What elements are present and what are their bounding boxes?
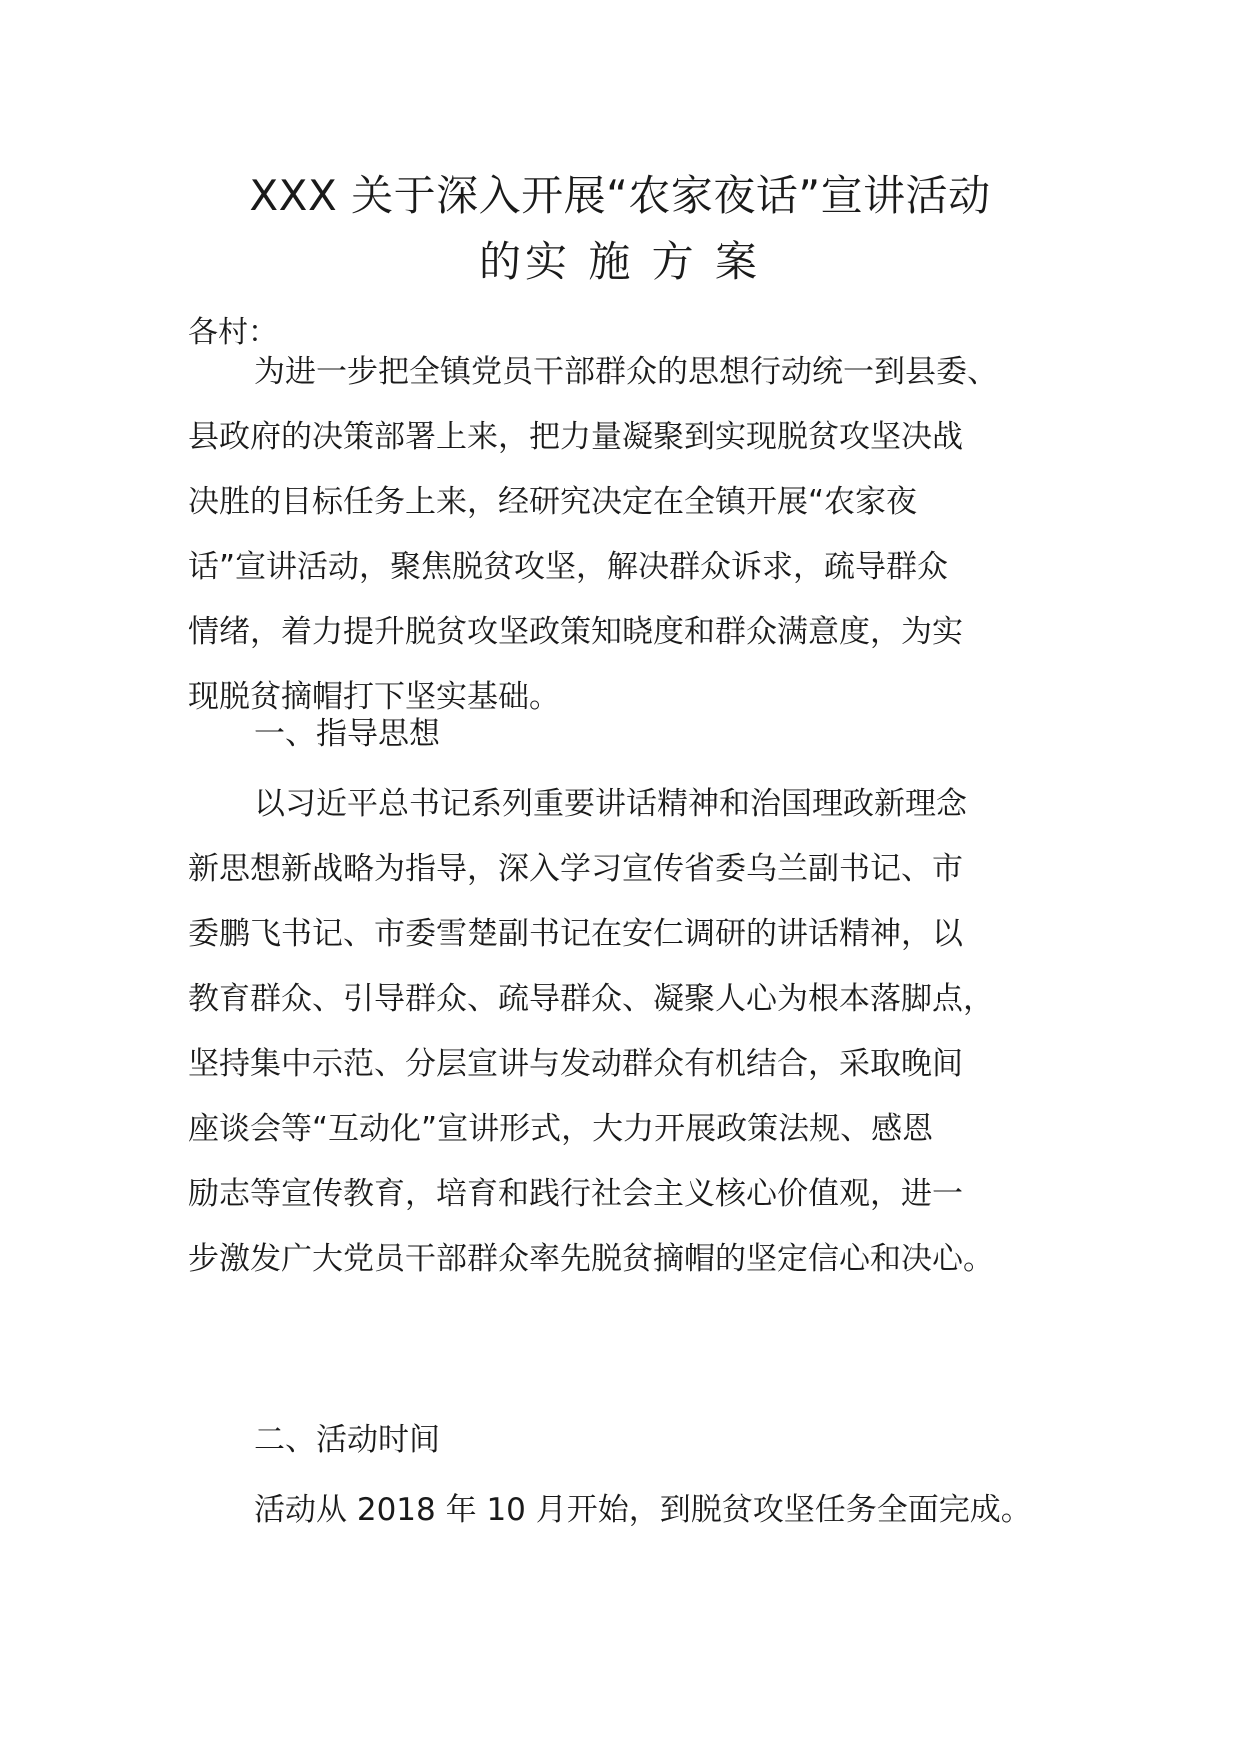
intro-line: 为进一步把全镇党员干部群众的思想行动统一到县委、 <box>254 354 998 390</box>
section-1-line: 委鹏飞书记、市委雪楚副书记在安仁调研的讲话精神，以 <box>188 916 963 952</box>
section-1-heading: 一、指导思想 <box>254 716 440 752</box>
section-1-line: 教育群众、引导群众、疏导群众、凝聚人心为根本落脚点， <box>188 981 994 1017</box>
section-1-paragraph <box>188 772 1088 1292</box>
section-1-line: 坚持集中示范、分层宣讲与发动群众有机结合，采取晚间 <box>188 1046 963 1082</box>
intro-line: 话”宣讲活动，聚焦脱贫攻坚，解决群众诉求，疏导群众 <box>188 549 949 585</box>
document-title-line-2: 的实 施 方 案 <box>478 237 762 286</box>
intro-line: 情绪，着力提升脱贫攻坚政策知晓度和群众满意度，为实 <box>188 614 963 650</box>
section-2-line: 活动从 2018 年 10 月开始，到脱贫攻坚任务全面完成。 <box>254 1492 1032 1528</box>
salutation: 各村： <box>188 315 278 350</box>
section-2-paragraph <box>188 1478 1088 1543</box>
section-1-line: 步激发广大党员干部群众率先脱贫摘帽的坚定信心和决心。 <box>188 1241 994 1277</box>
section-1-line: 励志等宣传教育，培育和践行社会主义核心价值观，进一 <box>188 1176 963 1212</box>
section-1-line: 新思想新战略为指导，深入学习宣传省委乌兰副书记、市 <box>188 851 963 887</box>
intro-line: 县政府的决策部署上来，把力量凝聚到实现脱贫攻坚决战 <box>188 419 963 455</box>
intro-paragraph <box>188 340 1088 730</box>
section-1-line: 以习近平总书记系列重要讲话精神和治国理政新理念 <box>254 786 967 822</box>
section-1-line: 座谈会等“互动化”宣讲形式，大力开展政策法规、感恩 <box>188 1111 934 1147</box>
section-2-heading: 二、活动时间 <box>254 1422 440 1458</box>
document-title-line-1: XXX 关于深入开展“农家夜话”宣讲活动 <box>249 171 991 220</box>
intro-line: 现脱贫摘帽打下坚实基础。 <box>188 679 560 715</box>
intro-line: 决胜的目标任务上来，经研究决定在全镇开展“农家夜 <box>188 484 918 520</box>
